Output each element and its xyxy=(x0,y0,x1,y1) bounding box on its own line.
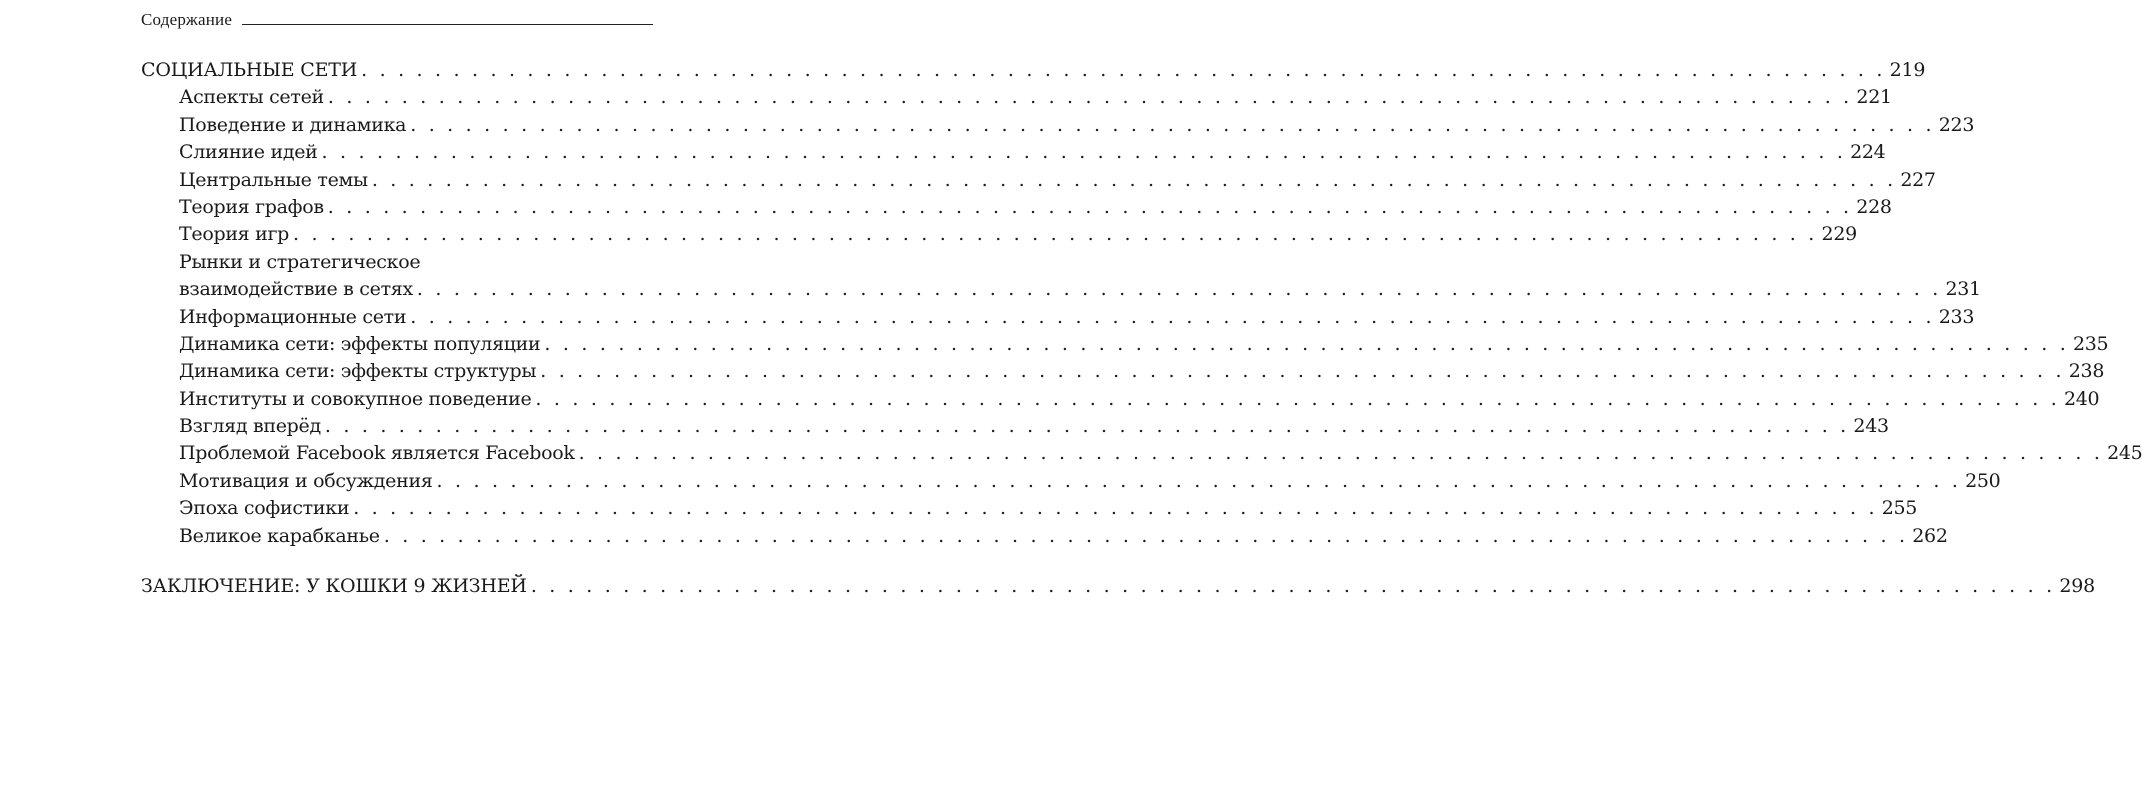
toc-section[interactable] xyxy=(141,167,1936,194)
toc-entry-title: Поведение и динамика xyxy=(179,113,407,136)
running-head-title: Содержание xyxy=(141,10,233,29)
toc-leader: . . . . . . . . . . . . . . . . . . . . . . . . . . . . . . . . . . . . . . . . . . . . . . . . . . . . . . . . . . . . . . . . . . . . . . . . . . . . . . . . . . . xyxy=(540,360,2065,383)
toc-leader: . . . . . . . . . . . . . . . . . . . . . . . . . . . . . . . . . . . . . . . . . . . . . . . . . . . . . . . . . . . . . . . . . . . . . . . . . . . . . . . . . . . xyxy=(383,524,1909,547)
toc-page-number: 233 xyxy=(1938,305,1975,328)
toc-leader: . . . . . . . . . . . . . . . . . . . . . . . . . . . . . . . . . . . . . . . . . . . . . . . . . . . . . . . . . . . . . . . . . . . . . . . . . . . . . . . . . . . xyxy=(410,305,1935,328)
toc-section[interactable] xyxy=(141,413,1889,440)
toc-page-number: 238 xyxy=(2068,360,2105,383)
toc-section[interactable] xyxy=(141,221,1857,248)
toc-section[interactable] xyxy=(141,304,1975,331)
toc-page-number: 235 xyxy=(2072,332,2109,355)
toc-page-number: 243 xyxy=(1853,415,1889,438)
toc-page-number: 250 xyxy=(1965,469,2001,492)
toc-entry-title: Мотивация и обсуждения xyxy=(179,469,433,492)
toc-entry-title: взаимодействие в сетях xyxy=(179,278,413,301)
toc-entry-title: Эпоха софистики xyxy=(179,497,350,520)
toc-page-number: 228 xyxy=(1856,195,1892,218)
toc-section[interactable] xyxy=(141,358,2105,385)
toc-leader: . . . . . . . . . . . . . . . . . . . . . . . . . . . . . . . . . . . . . . . . . . . . . . . . . . . . . . . . . . . . . . . . . . . . . . . . . . . . . . . . . . . xyxy=(578,442,2104,465)
table-of-contents xyxy=(141,57,2142,600)
toc-leader: . . . . . . . . . . . . . . . . . . . . . . . . . . . . . . . . . . . . . . . . . . . . . . . . . . . . . . . . . . . . . . . . . . . . . . . . . . . . . . . . . . . xyxy=(530,575,2056,598)
toc-page-number: 223 xyxy=(1938,113,1975,136)
toc-leader: . . . . . . . . . . . . . . . . . . . . . . . . . . . . . . . . . . . . . . . . . . . . . . . . . . . . . . . . . . . . . . . . . . . . . . . . . . . . . . . . . . . xyxy=(416,278,1942,301)
toc-page-number: 224 xyxy=(1850,141,1886,164)
toc-entry-title: Великое карабканье xyxy=(179,524,380,547)
toc-entry-title: Слияние идей xyxy=(179,141,318,164)
toc-section[interactable] xyxy=(141,468,2001,495)
toc-page-number: 262 xyxy=(1912,524,1948,547)
toc-leader: . . . . . . . . . . . . . . . . . . . . . . . . . . . . . . . . . . . . . . . . . . . . . . . . . . . . . . . . . . . . . . . . . . . . . . . . . . . . . . . . . . . xyxy=(535,387,2060,410)
toc-page-number: 298 xyxy=(2059,575,2096,598)
toc-page-number: 240 xyxy=(2063,387,2100,410)
toc-chapter[interactable] xyxy=(141,57,1926,84)
toc-section[interactable] xyxy=(141,331,2109,358)
toc-entry-title: Информационные сети xyxy=(179,305,407,328)
toc-entry-title: ЗАКЛЮЧЕНИЕ: У КОШКИ 9 ЖИЗНЕЙ xyxy=(141,575,527,598)
toc-leader: . . . . . . . . . . . . . . . . . . . . . . . . . . . . . . . . . . . . . . . . . . . . . . . . . . . . . . . . . . . . . . . . . . . . . . . . . . . . . . . . . . . xyxy=(544,332,2069,355)
toc-section[interactable] xyxy=(141,139,1886,166)
toc-leader: . . . . . . . . . . . . . . . . . . . . . . . . . . . . . . . . . . . . . . . . . . . . . . . . . . . . . . . . . . . . . . . . . . . . . . . . . . . . . . . . . . . xyxy=(436,469,1962,492)
toc-leader: . . . . . . . . . . . . . . . . . . . . . . . . . . . . . . . . . . . . . . . . . . . . . . . . . . . . . . . . . . . . . . . . . . . . . . . . . . . . . . . . . . . xyxy=(321,141,1847,164)
toc-leader: . . . . . . . . . . . . . . . . . . . . . . . . . . . . . . . . . . . . . . . . . . . . . . . . . . . . . . . . . . . . . . . . . . . . . . . . . . . . . . . . . . . xyxy=(361,59,1886,81)
toc-page-number: 229 xyxy=(1821,223,1857,246)
toc-entry-title: Центральные темы xyxy=(179,168,368,191)
toc-entry-title: Динамика сети: эффекты популяции xyxy=(179,332,541,355)
toc-section-title-first-line[interactable] xyxy=(141,249,653,276)
toc-page-number: 221 xyxy=(1856,86,1892,109)
toc-entry-title: Взгляд вперёд xyxy=(179,415,321,438)
toc-leader: . . . . . . . . . . . . . . . . . . . . . . . . . . . . . . . . . . . . . . . . . . . . . . . . . . . . . . . . . . . . . . . . . . . . . . . . . . . . . . . . . . . xyxy=(371,168,1897,191)
toc-section[interactable] xyxy=(141,276,1981,303)
toc-entry-title: Институты и совокупное поведение xyxy=(179,387,532,410)
toc-leader: . . . . . . . . . . . . . . . . . . . . . . . . . . . . . . . . . . . . . . . . . . . . . . . . . . . . . . . . . . . . . . . . . . . . . . . . . . . . . . . . . . . xyxy=(327,86,1853,109)
toc-page-number: 231 xyxy=(1945,278,1981,301)
section-gap xyxy=(141,550,653,573)
toc-leader: . . . . . . . . . . . . . . . . . . . . . . . . . . . . . . . . . . . . . . . . . . . . . . . . . . . . . . . . . . . . . . . . . . . . . . . . . . . . . . . . . . . xyxy=(327,195,1853,218)
toc-entry-title: Теория графов xyxy=(179,195,324,218)
toc-section[interactable] xyxy=(141,84,1892,111)
toc-section[interactable] xyxy=(141,440,2142,467)
toc-page-number: 245 xyxy=(2107,442,2142,465)
toc-page-number: 227 xyxy=(1900,168,1936,191)
toc-section[interactable] xyxy=(141,112,1975,139)
toc-chapter[interactable] xyxy=(141,573,2096,600)
toc-section[interactable] xyxy=(141,495,1918,522)
toc-section[interactable] xyxy=(141,523,1948,550)
toc-leader: . . . . . . . . . . . . . . . . . . . . . . . . . . . . . . . . . . . . . . . . . . . . . . . . . . . . . . . . . . . . . . . . . . . . . . . . . . . . . . . . . . . xyxy=(293,223,1818,246)
toc-entry-title: Аспекты сетей xyxy=(179,86,324,109)
toc-leader: . . . . . . . . . . . . . . . . . . . . . . . . . . . . . . . . . . . . . . . . . . . . . . . . . . . . . . . . . . . . . . . . . . . . . . . . . . . . . . . . . . . xyxy=(324,415,1850,438)
toc-entry-title: СОЦИАЛЬНЫЕ СЕТИ xyxy=(141,59,358,81)
toc-section[interactable] xyxy=(141,386,2100,413)
toc-entry-title: Динамика сети: эффекты структуры xyxy=(179,360,537,383)
toc-entry-title: Проблемой Facebook является Facebook xyxy=(179,442,575,465)
running-head-rule xyxy=(242,24,653,25)
running-head xyxy=(141,6,653,28)
toc-page-number: 219 xyxy=(1889,59,1926,81)
toc-entry-title: Рынки и стратегическое xyxy=(179,250,421,273)
toc-page-number: 255 xyxy=(1881,497,1918,520)
toc-leader: . . . . . . . . . . . . . . . . . . . . . . . . . . . . . . . . . . . . . . . . . . . . . . . . . . . . . . . . . . . . . . . . . . . . . . . . . . . . . . . . . . . xyxy=(353,497,1878,520)
toc-section[interactable] xyxy=(141,194,1892,221)
toc-entry-title: Теория игр xyxy=(179,223,289,246)
toc-leader: . . . . . . . . . . . . . . . . . . . . . . . . . . . . . . . . . . . . . . . . . . . . . . . . . . . . . . . . . . . . . . . . . . . . . . . . . . . . . . . . . . . xyxy=(410,113,1935,136)
